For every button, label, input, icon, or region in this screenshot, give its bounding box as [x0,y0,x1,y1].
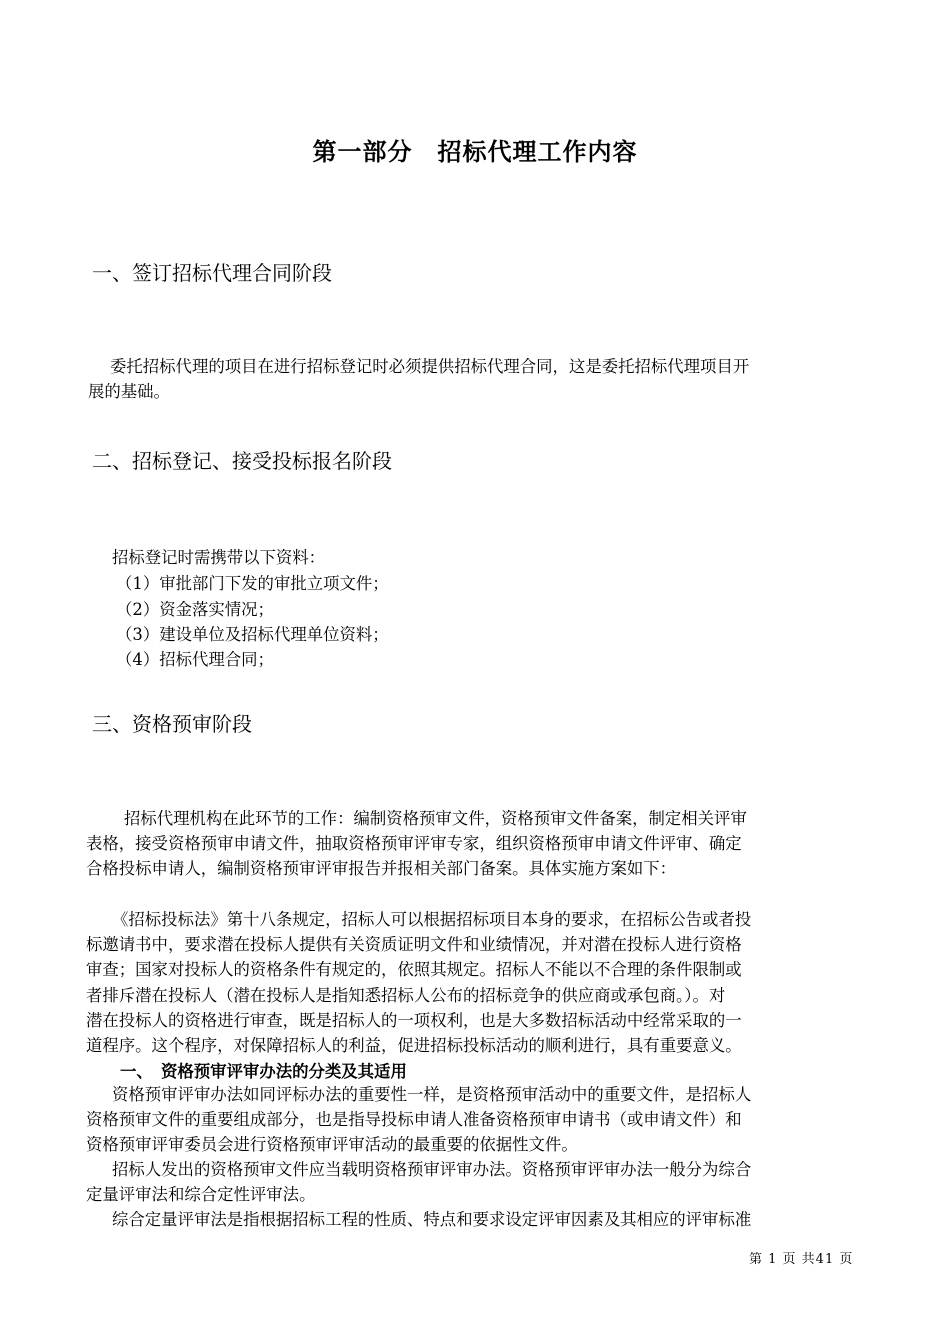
text-line: 者排斥潜在投标人（潜在投标人是指知悉招标人公布的招标竞争的供应商或承包商。）。对 [86,985,726,1005]
text-line: 定量评审法和综合定性评审法。 [86,1185,316,1205]
subsection-heading: 一、 资格预审评审办法的分类及其适用 [120,1062,407,1081]
text-line: 合格投标申请人，编制资格预审评审报告并报相关部门备案。具体实施方案如下： [86,859,677,879]
page-footer: 第 1 页 共41 页 [749,1252,854,1267]
list-item: （3）建设单位及招标代理单位资料； [116,625,389,644]
text-line: 综合定量评审法是指根据招标工程的性质、特点和要求设定评审因素及其相应的评审标准 [112,1210,752,1229]
list-item: （1）审批部门下发的审批立项文件； [116,574,389,593]
section-heading-1: 一、签订招标代理合同阶段 [92,261,332,285]
section-3-paragraph-5 [86,1207,751,1232]
section-3-paragraph-4 [86,1157,751,1207]
text-line: 资格预审评审委员会进行资格预审评审活动的最重要的依据性文件。 [86,1135,578,1155]
text-line: 展的基础。 [88,382,170,402]
text-line: 委托招标代理的项目在进行招标登记时必须提供招标代理合同，这是委托招标代理项目开 [110,357,750,376]
page-title: 第一部分 招标代理工作内容 [312,138,638,166]
section-3-paragraph-1 [86,806,747,882]
text-line: 《招标投标法》第十八条规定，招标人可以根据招标项目本身的要求，在招标公告或者投 [112,910,752,929]
text-line: 道程序。这个程序，对保障招标人的利益，促进招标投标活动的顺利进行，具有重要意义。 [86,1036,742,1056]
section-1-paragraph [88,354,749,404]
text-line: 潜在投标人的资格进行审查，既是招标人的一项权利，也是大多数招标活动中经常采取的一 [86,1010,742,1030]
list-item: （2）资金落实情况； [116,600,274,619]
text-line: 审查；国家对投标人的资格条件有规定的，依照其规定。招标人不能以不合理的条件限制或 [86,960,742,980]
section-heading-3: 三、资格预审阶段 [92,712,252,736]
text-line: 资格预审文件的重要组成部分，也是指导投标申请人准备资格预审申请书（或申请文件）和 [86,1110,742,1130]
materials-intro: 招标登记时需携带以下资料： [112,548,326,567]
section-3-paragraph-3 [86,1082,751,1158]
list-item: （4）招标代理合同； [116,650,274,669]
section-heading-2: 二、招标登记、接受投标报名阶段 [92,449,392,473]
text-line: 表格，接受资格预审申请文件，抽取资格预审评审专家，组织资格预审申请文件评审、确定 [86,834,742,854]
text-line: 资格预审评审办法如同评标办法的重要性一样，是资格预审活动中的重要文件，是招标人 [112,1085,752,1104]
text-line: 标邀请书中，要求潜在投标人提供有关资质证明文件和业绩情况，并对潜在投标人进行资格 [86,935,742,955]
section-3-paragraph-2 [86,907,751,1058]
text-line: 招标代理机构在此环节的工作：编制资格预审文件，资格预审文件备案，制定相关评审 [124,809,747,828]
text-line: 招标人发出的资格预审文件应当载明资格预审评审办法。资格预审评审办法一般分为综合 [112,1160,752,1179]
